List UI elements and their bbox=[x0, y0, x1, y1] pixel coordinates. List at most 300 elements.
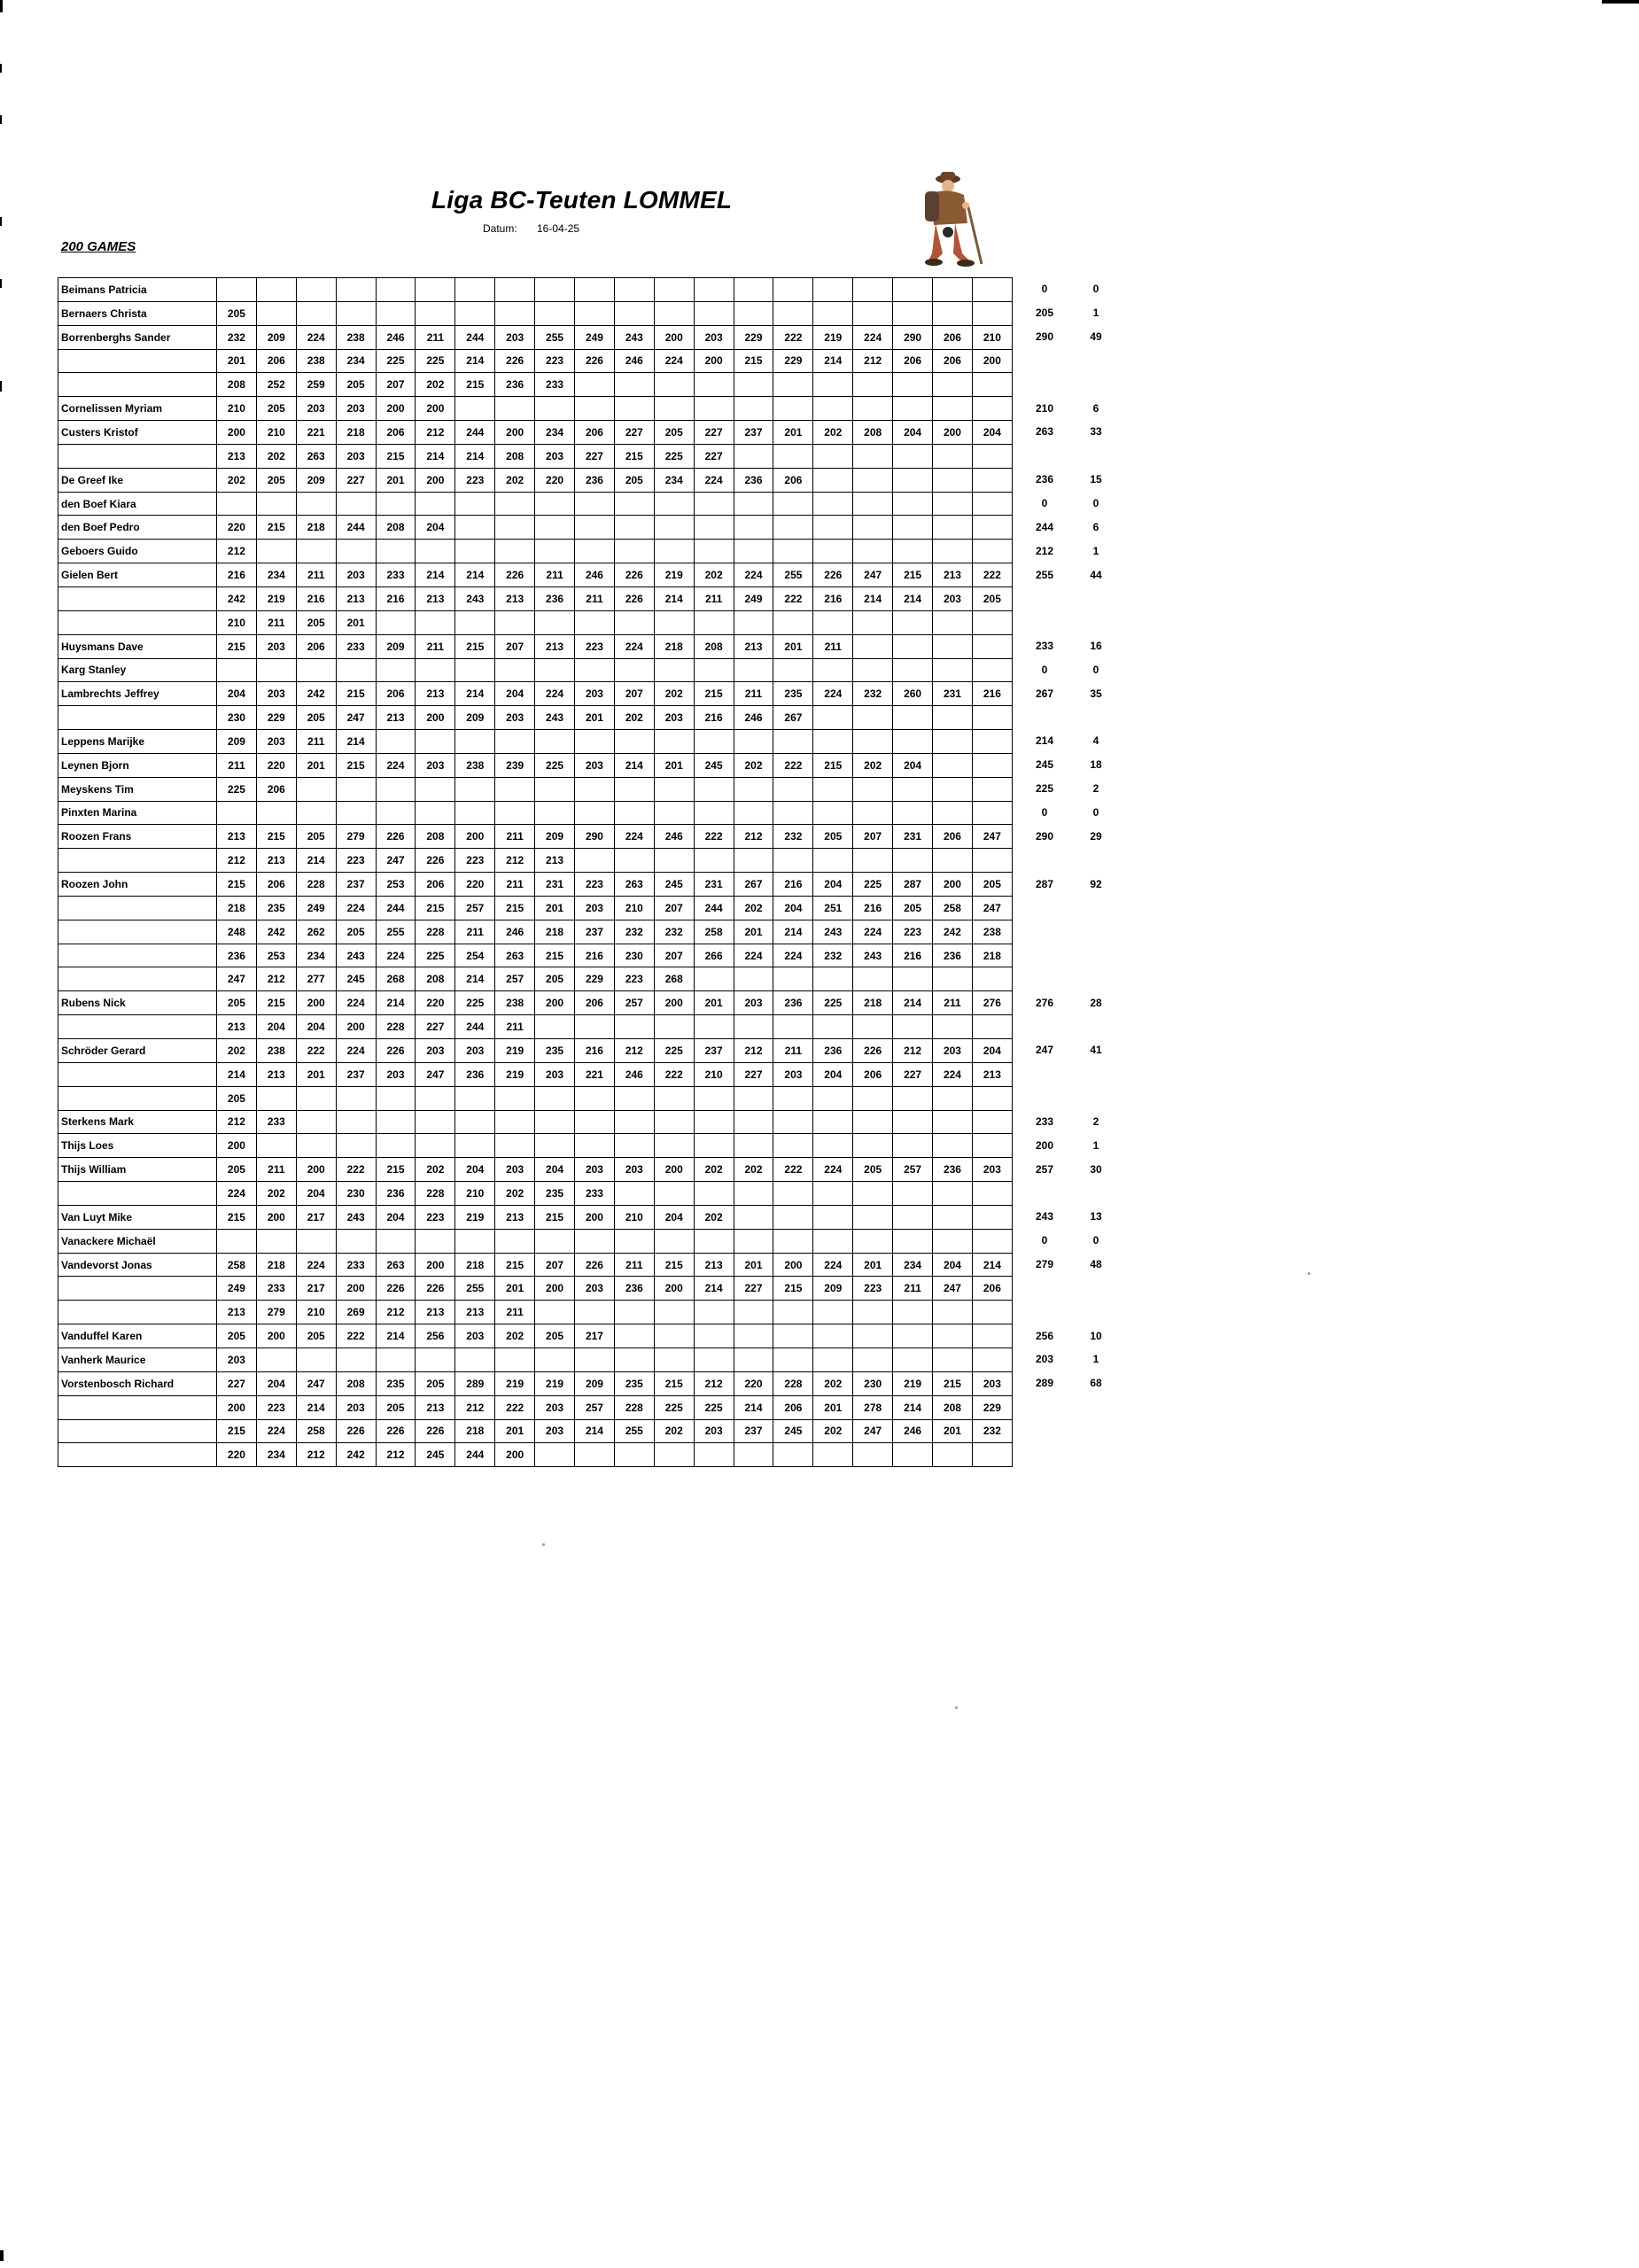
score-cell bbox=[654, 1086, 694, 1110]
player-name-cell bbox=[58, 920, 217, 944]
score-cell bbox=[972, 540, 1012, 563]
score-cell bbox=[296, 1348, 336, 1371]
totals-row bbox=[1019, 1229, 1125, 1253]
totals-row bbox=[1019, 1157, 1125, 1181]
score-cell: 227 bbox=[614, 421, 654, 445]
score-cell: 224 bbox=[813, 682, 853, 706]
score-cell bbox=[455, 1110, 495, 1134]
score-cell: 203 bbox=[535, 1419, 575, 1443]
score-cell: 200 bbox=[376, 397, 416, 421]
score-cell bbox=[773, 658, 813, 682]
score-cell: 234 bbox=[256, 1443, 296, 1467]
score-cell bbox=[813, 444, 853, 468]
score-cell bbox=[893, 1086, 933, 1110]
score-cell bbox=[654, 1110, 694, 1134]
player-row bbox=[58, 349, 1013, 373]
score-cell: 200 bbox=[495, 1443, 535, 1467]
totals-row bbox=[1019, 349, 1125, 373]
score-cell: 276 bbox=[972, 991, 1012, 1015]
player-name-cell bbox=[58, 1015, 217, 1039]
score-cell: 254 bbox=[455, 944, 495, 967]
score-cell bbox=[853, 1205, 893, 1229]
score-cell: 290 bbox=[575, 825, 615, 849]
player-row bbox=[58, 1205, 1013, 1229]
score-cell bbox=[376, 777, 416, 801]
score-cell bbox=[535, 777, 575, 801]
score-cell: 214 bbox=[893, 586, 933, 610]
score-cell: 211 bbox=[575, 586, 615, 610]
score-cell: 203 bbox=[455, 1039, 495, 1063]
score-cell: 227 bbox=[575, 444, 615, 468]
score-cell bbox=[575, 1301, 615, 1324]
score-cell: 202 bbox=[217, 468, 257, 492]
score-cell: 213 bbox=[933, 563, 973, 587]
player-name: Vandevorst Jonas bbox=[58, 1253, 217, 1277]
game-count: 28 bbox=[1090, 996, 1102, 1009]
player-row bbox=[58, 1371, 1013, 1395]
totals-row bbox=[1019, 1086, 1125, 1110]
score-cell: 266 bbox=[694, 944, 734, 967]
game-count: 2 bbox=[1092, 782, 1099, 796]
score-cell: 208 bbox=[416, 967, 455, 991]
score-cell bbox=[535, 1015, 575, 1039]
score-cell bbox=[575, 1229, 615, 1253]
score-cell bbox=[296, 1086, 336, 1110]
score-cell bbox=[813, 397, 853, 421]
highest-score: 247 bbox=[1035, 1044, 1054, 1057]
score-cell bbox=[773, 730, 813, 754]
score-cell: 204 bbox=[495, 682, 535, 706]
score-cell bbox=[575, 540, 615, 563]
score-cell: 246 bbox=[614, 1062, 654, 1086]
score-cell bbox=[416, 301, 455, 325]
score-cell bbox=[694, 1134, 734, 1158]
score-cell: 203 bbox=[614, 1158, 654, 1182]
score-cell bbox=[773, 1110, 813, 1134]
score-cell: 227 bbox=[336, 468, 376, 492]
score-cell: 202 bbox=[734, 896, 773, 920]
score-cell: 229 bbox=[575, 967, 615, 991]
score-cell bbox=[694, 1086, 734, 1110]
score-cell bbox=[336, 278, 376, 302]
score-cell bbox=[495, 1110, 535, 1134]
score-cell bbox=[694, 849, 734, 873]
player-row bbox=[58, 1419, 1013, 1443]
score-cell bbox=[256, 801, 296, 825]
player-row bbox=[58, 444, 1013, 468]
player-name-cell bbox=[58, 967, 217, 991]
score-cell: 202 bbox=[495, 468, 535, 492]
score-cell: 200 bbox=[296, 1158, 336, 1182]
score-cell: 201 bbox=[575, 706, 615, 730]
score-cell bbox=[614, 1182, 654, 1206]
score-cell: 214 bbox=[376, 1324, 416, 1348]
score-cell: 211 bbox=[773, 1039, 813, 1063]
score-cell bbox=[773, 397, 813, 421]
game-count: 48 bbox=[1090, 1258, 1102, 1271]
score-cell: 246 bbox=[575, 563, 615, 587]
score-cell bbox=[416, 492, 455, 516]
score-cell bbox=[933, 753, 973, 777]
scan-edge-mark bbox=[0, 64, 2, 73]
score-cell bbox=[813, 801, 853, 825]
player-name: Pinxten Marina bbox=[58, 801, 217, 825]
player-name-cell bbox=[58, 1301, 217, 1324]
score-cell bbox=[614, 397, 654, 421]
score-cell: 201 bbox=[296, 753, 336, 777]
score-cell: 215 bbox=[614, 444, 654, 468]
score-cell: 243 bbox=[535, 706, 575, 730]
score-cell: 206 bbox=[296, 634, 336, 658]
score-cell: 221 bbox=[296, 421, 336, 445]
score-cell: 246 bbox=[734, 706, 773, 730]
score-cell: 236 bbox=[495, 373, 535, 397]
score-cell bbox=[296, 777, 336, 801]
score-cell bbox=[376, 1348, 416, 1371]
totals-row bbox=[1019, 1038, 1125, 1062]
score-cell: 225 bbox=[694, 1395, 734, 1419]
score-cell bbox=[694, 1301, 734, 1324]
score-cell: 228 bbox=[376, 1015, 416, 1039]
highest-score: 279 bbox=[1035, 1258, 1054, 1271]
score-cell bbox=[933, 967, 973, 991]
totals-row bbox=[1019, 824, 1125, 848]
totals-row bbox=[1019, 563, 1125, 586]
score-cell: 237 bbox=[336, 1062, 376, 1086]
score-cell: 226 bbox=[416, 1419, 455, 1443]
score-cell: 225 bbox=[853, 873, 893, 897]
score-cell bbox=[813, 777, 853, 801]
score-cell: 200 bbox=[336, 1277, 376, 1301]
score-cell: 207 bbox=[376, 373, 416, 397]
score-cell: 226 bbox=[495, 563, 535, 587]
score-cell: 234 bbox=[893, 1253, 933, 1277]
score-cell: 208 bbox=[495, 444, 535, 468]
score-cell bbox=[654, 516, 694, 540]
score-cell: 218 bbox=[535, 920, 575, 944]
score-cell bbox=[575, 1086, 615, 1110]
score-cell: 219 bbox=[256, 586, 296, 610]
score-cell: 202 bbox=[813, 421, 853, 445]
score-cell bbox=[416, 801, 455, 825]
score-cell bbox=[893, 373, 933, 397]
score-cell: 202 bbox=[416, 1158, 455, 1182]
score-cell: 214 bbox=[734, 1395, 773, 1419]
game-count: 92 bbox=[1090, 877, 1102, 890]
score-cell: 244 bbox=[455, 325, 495, 349]
game-count: 29 bbox=[1090, 829, 1102, 843]
score-cell bbox=[654, 278, 694, 302]
player-name-cell bbox=[58, 849, 217, 873]
score-cell: 212 bbox=[893, 1039, 933, 1063]
score-cell: 208 bbox=[694, 634, 734, 658]
score-cell: 226 bbox=[376, 1039, 416, 1063]
score-cell bbox=[495, 730, 535, 754]
score-cell bbox=[614, 373, 654, 397]
highest-score: 203 bbox=[1035, 1353, 1054, 1366]
score-cell: 204 bbox=[893, 421, 933, 445]
highest-score: 233 bbox=[1035, 1115, 1054, 1128]
score-cell: 246 bbox=[614, 349, 654, 373]
score-cell bbox=[535, 492, 575, 516]
score-cell bbox=[853, 468, 893, 492]
score-cell bbox=[296, 492, 336, 516]
score-cell: 242 bbox=[933, 920, 973, 944]
score-cell: 207 bbox=[654, 896, 694, 920]
score-cell: 203 bbox=[535, 1395, 575, 1419]
score-cell bbox=[694, 777, 734, 801]
player-row bbox=[58, 777, 1013, 801]
game-count: 13 bbox=[1090, 1210, 1102, 1223]
score-cell bbox=[654, 730, 694, 754]
score-cell bbox=[734, 492, 773, 516]
score-grid bbox=[58, 277, 1013, 1467]
score-cell: 245 bbox=[654, 873, 694, 897]
score-cell: 237 bbox=[734, 421, 773, 445]
score-cell bbox=[455, 1134, 495, 1158]
score-cell bbox=[853, 1324, 893, 1348]
score-cell bbox=[734, 777, 773, 801]
score-cell bbox=[535, 1086, 575, 1110]
score-cell bbox=[853, 1182, 893, 1206]
score-cell: 246 bbox=[893, 1419, 933, 1443]
score-cell: 206 bbox=[773, 468, 813, 492]
score-cell bbox=[336, 301, 376, 325]
score-cell: 203 bbox=[217, 1348, 257, 1371]
score-cell: 210 bbox=[256, 421, 296, 445]
score-cell bbox=[376, 540, 416, 563]
score-cell bbox=[376, 730, 416, 754]
score-cell bbox=[933, 397, 973, 421]
score-cell: 242 bbox=[256, 920, 296, 944]
score-cell: 212 bbox=[614, 1039, 654, 1063]
score-cell: 215 bbox=[217, 1419, 257, 1443]
score-cell bbox=[813, 610, 853, 634]
score-cell: 218 bbox=[455, 1419, 495, 1443]
score-cell: 237 bbox=[694, 1039, 734, 1063]
score-cell: 213 bbox=[336, 586, 376, 610]
score-cell: 204 bbox=[296, 1015, 336, 1039]
score-cell bbox=[972, 1182, 1012, 1206]
score-cell: 205 bbox=[256, 468, 296, 492]
score-cell: 224 bbox=[376, 753, 416, 777]
score-cell bbox=[575, 492, 615, 516]
score-cell: 212 bbox=[694, 1371, 734, 1395]
game-count: 0 bbox=[1092, 497, 1099, 510]
score-cell bbox=[654, 1182, 694, 1206]
totals-row bbox=[1019, 372, 1125, 396]
highest-score: 243 bbox=[1035, 1210, 1054, 1223]
score-cell bbox=[535, 540, 575, 563]
score-cell: 200 bbox=[972, 349, 1012, 373]
score-cell: 210 bbox=[217, 610, 257, 634]
totals-row bbox=[1019, 967, 1125, 990]
score-cell: 200 bbox=[654, 991, 694, 1015]
score-cell bbox=[376, 1134, 416, 1158]
score-cell: 225 bbox=[416, 944, 455, 967]
highest-score: 0 bbox=[1041, 283, 1048, 296]
player-name: Geboers Guido bbox=[58, 540, 217, 563]
score-cell: 206 bbox=[256, 777, 296, 801]
score-cell: 203 bbox=[416, 753, 455, 777]
score-cell bbox=[694, 516, 734, 540]
score-cell: 263 bbox=[614, 873, 654, 897]
player-name-cell bbox=[58, 349, 217, 373]
score-cell: 215 bbox=[217, 634, 257, 658]
score-cell: 217 bbox=[575, 1324, 615, 1348]
score-cell: 201 bbox=[296, 1062, 336, 1086]
score-cell: 200 bbox=[654, 325, 694, 349]
score-cell bbox=[336, 1229, 376, 1253]
score-cell: 236 bbox=[455, 1062, 495, 1086]
score-cell: 226 bbox=[575, 1253, 615, 1277]
score-cell bbox=[813, 1301, 853, 1324]
score-cell: 218 bbox=[654, 634, 694, 658]
score-cell bbox=[575, 1134, 615, 1158]
score-cell: 237 bbox=[336, 873, 376, 897]
score-cell: 206 bbox=[972, 1277, 1012, 1301]
score-cell: 233 bbox=[575, 1182, 615, 1206]
player-row bbox=[58, 682, 1013, 706]
score-cell bbox=[455, 1229, 495, 1253]
score-cell: 232 bbox=[972, 1419, 1012, 1443]
score-cell: 219 bbox=[495, 1371, 535, 1395]
score-cell: 200 bbox=[495, 421, 535, 445]
score-cell: 203 bbox=[336, 1395, 376, 1419]
game-count: 33 bbox=[1090, 425, 1102, 439]
player-row bbox=[58, 610, 1013, 634]
totals-row bbox=[1019, 1014, 1125, 1038]
score-cell: 213 bbox=[256, 1062, 296, 1086]
score-cell: 200 bbox=[217, 421, 257, 445]
score-cell: 205 bbox=[217, 1086, 257, 1110]
totals-row bbox=[1019, 1110, 1125, 1134]
score-cell: 210 bbox=[455, 1182, 495, 1206]
score-cell bbox=[933, 301, 973, 325]
score-cell bbox=[614, 1348, 654, 1371]
score-cell: 209 bbox=[217, 730, 257, 754]
date-value: 16-04-25 bbox=[537, 222, 580, 235]
player-row bbox=[58, 540, 1013, 563]
score-cell: 200 bbox=[773, 1253, 813, 1277]
score-cell: 217 bbox=[296, 1277, 336, 1301]
score-cell bbox=[455, 397, 495, 421]
score-cell: 201 bbox=[734, 1253, 773, 1277]
score-cell: 224 bbox=[256, 1419, 296, 1443]
totals-row bbox=[1019, 468, 1125, 492]
score-cell: 214 bbox=[853, 586, 893, 610]
score-cell: 244 bbox=[336, 516, 376, 540]
score-cell bbox=[813, 1205, 853, 1229]
highest-score: 287 bbox=[1035, 877, 1054, 890]
score-cell: 214 bbox=[455, 444, 495, 468]
score-cell: 201 bbox=[853, 1253, 893, 1277]
score-cell: 225 bbox=[813, 991, 853, 1015]
game-count: 30 bbox=[1090, 1162, 1102, 1176]
score-cell: 211 bbox=[813, 634, 853, 658]
score-cell: 201 bbox=[336, 610, 376, 634]
score-cell: 246 bbox=[654, 825, 694, 849]
score-cell bbox=[972, 1086, 1012, 1110]
score-cell: 203 bbox=[575, 1158, 615, 1182]
score-cell: 224 bbox=[813, 1158, 853, 1182]
game-count: 4 bbox=[1092, 734, 1099, 748]
score-cell bbox=[893, 634, 933, 658]
score-cell: 216 bbox=[972, 682, 1012, 706]
score-cell bbox=[813, 1110, 853, 1134]
score-cell: 244 bbox=[455, 421, 495, 445]
player-name-cell bbox=[58, 1395, 217, 1419]
score-cell: 219 bbox=[495, 1062, 535, 1086]
score-cell bbox=[495, 658, 535, 682]
score-cell bbox=[416, 1348, 455, 1371]
score-cell: 225 bbox=[376, 349, 416, 373]
player-row bbox=[58, 373, 1013, 397]
score-cell bbox=[614, 1015, 654, 1039]
player-name-cell bbox=[58, 706, 217, 730]
scan-edge-mark bbox=[0, 115, 2, 124]
score-cell bbox=[256, 540, 296, 563]
score-cell bbox=[773, 540, 813, 563]
score-cell bbox=[853, 1015, 893, 1039]
score-cell bbox=[495, 301, 535, 325]
score-cell bbox=[256, 492, 296, 516]
score-cell: 209 bbox=[296, 468, 336, 492]
score-cell bbox=[813, 706, 853, 730]
score-cell bbox=[734, 278, 773, 302]
player-name: Vanherk Maurice bbox=[58, 1348, 217, 1371]
score-cell bbox=[455, 301, 495, 325]
score-cell: 224 bbox=[734, 563, 773, 587]
score-cell bbox=[972, 492, 1012, 516]
score-cell bbox=[734, 730, 773, 754]
score-cell bbox=[853, 373, 893, 397]
score-cell: 257 bbox=[614, 991, 654, 1015]
score-cell: 205 bbox=[296, 825, 336, 849]
score-cell: 215 bbox=[336, 753, 376, 777]
score-cell: 218 bbox=[455, 1253, 495, 1277]
score-cell bbox=[734, 516, 773, 540]
score-cell bbox=[455, 730, 495, 754]
score-cell bbox=[455, 540, 495, 563]
score-cell: 224 bbox=[773, 944, 813, 967]
score-cell: 247 bbox=[933, 1277, 973, 1301]
score-cell: 215 bbox=[336, 682, 376, 706]
score-cell bbox=[813, 967, 853, 991]
score-cell: 228 bbox=[296, 873, 336, 897]
totals-row bbox=[1019, 610, 1125, 634]
score-cell: 205 bbox=[296, 706, 336, 730]
score-cell: 244 bbox=[376, 896, 416, 920]
score-cell: 228 bbox=[614, 1395, 654, 1419]
score-cell bbox=[893, 1229, 933, 1253]
score-cell: 222 bbox=[972, 563, 1012, 587]
score-cell bbox=[694, 397, 734, 421]
score-cell bbox=[495, 516, 535, 540]
player-row bbox=[58, 1086, 1013, 1110]
score-cell: 203 bbox=[773, 1062, 813, 1086]
score-cell bbox=[614, 1229, 654, 1253]
totals-row bbox=[1019, 515, 1125, 539]
score-cell bbox=[933, 610, 973, 634]
score-cell bbox=[893, 1015, 933, 1039]
score-cell: 214 bbox=[614, 753, 654, 777]
score-cell bbox=[614, 658, 654, 682]
score-cell bbox=[495, 397, 535, 421]
score-cell bbox=[813, 540, 853, 563]
score-cell bbox=[614, 801, 654, 825]
player-row bbox=[58, 1277, 1013, 1301]
